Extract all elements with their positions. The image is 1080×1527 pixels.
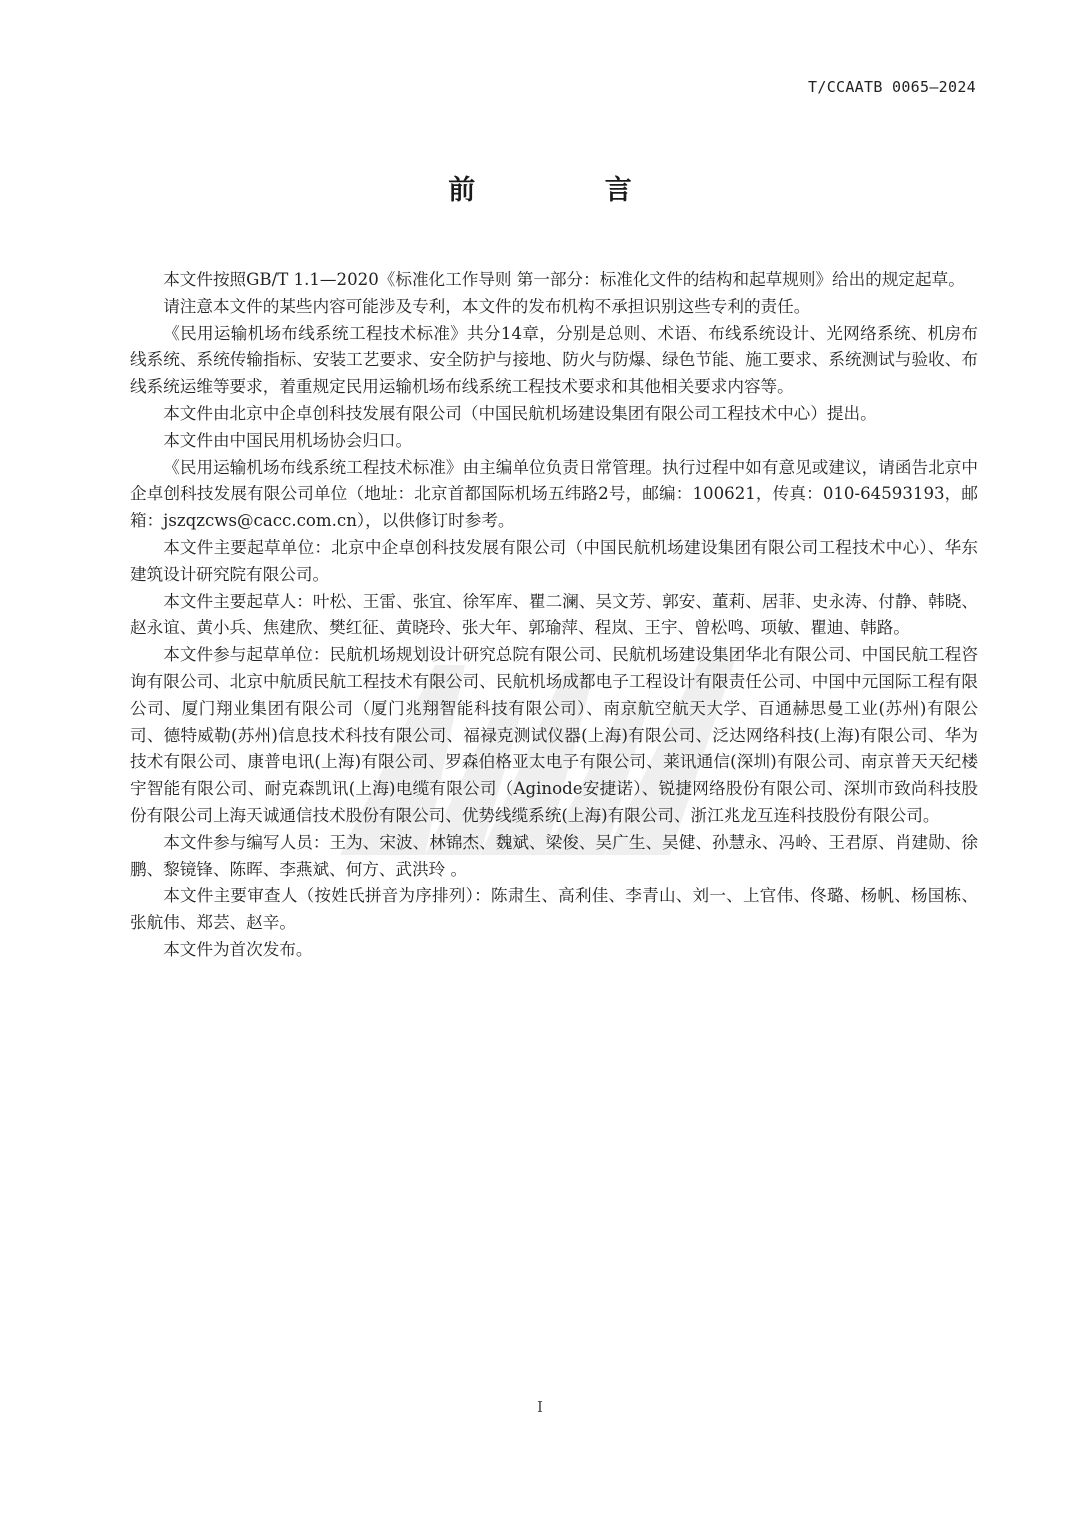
paragraph-proposer: 本文件由北京中企卓创科技发展有限公司（中国民航机场建设集团有限公司工程技术中心）提出。 <box>163 403 877 423</box>
paragraph-participating-units: 本文件参与起草单位：民航机场规划设计研究总院有限公司、民航机场建设集团华北有限公司、中国民航工程咨询有限公司、北京中航质民航工程技术有限公司、民航机场成都电子工程设计有限责任公司、中国中元国际工程有限公司、厦门翔业集团有限公司（厦门兆翔智能科技有限公司）、南京航空航天大学、百通赫思曼工业(苏州)有限公司、德特威勒(苏州)信息技术科技有限公司、福禄克测试仪器(上海)有限公司、泛达网络科技(上海)有限公司、华为技术有限公司、康普电讯(上海)有限公司、罗森伯格亚太电子有限公司、莱讯通信(深圳)有限公司、南京普天天纪楼宇智能有限公司、耐克森凯讯(上海)电缆有限公司（Aginode安捷诺）、锐捷网络股份有限公司、深圳市致尚科技股份有限公司上海天诚通信技术股份有限公司、优势线缆系统(上海)有限公司、浙江兆龙互连科技股份有限公司。 <box>130 645 978 825</box>
page-number: I <box>537 1398 543 1416</box>
paragraph-main-drafting-units: 本文件主要起草单位：北京中企卓创科技发展有限公司（中国民航机场建设集团有限公司工程技术中心）、华东建筑设计研究院有限公司。 <box>130 537 978 584</box>
paragraph-drafting-rules: 本文件按照GB/T 1.1—2020《标准化工作导则 第一部分：标准化文件的结构和起草规则》给出的规定起草。 <box>163 270 965 289</box>
paragraph-chapter-summary: 《民用运输机场布线系统工程技术标准》共分14章，分别是总则、术语、布线系统设计、光网络系统、机房布线系统、系统传输指标、安装工艺要求、安全防护与接地、防火与防爆、绿色节能、施工要求、系统测试与验收、布线系统运维等要求，着重规定民用运输机场布线系统工程技术要求和其他相关要求内容等。 <box>130 323 978 397</box>
page-title: 前 言 <box>448 175 692 206</box>
paragraph-administration: 本文件由中国民用机场协会归口。 <box>163 430 413 450</box>
foreword-body <box>130 267 978 964</box>
standard-code: T/CCAATB 0065—2024 <box>808 78 976 96</box>
paragraph-first-release: 本文件为首次发布。 <box>163 939 313 959</box>
paragraph-main-drafters: 本文件主要起草人：叶松、王雷、张宜、徐军库、瞿二澜、吴文芳、郭安、董莉、居菲、史永涛、付静、韩晓、赵永谊、黄小兵、焦建欣、樊红征、黄晓玲、张大年、郭瑜萍、程岚、王宇、曾松鸣、项敏、瞿迪、韩路。 <box>130 591 978 638</box>
paragraph-participating-writers: 本文件参与编写人员：王为、宋波、林锦杰、魏斌、梁俊、吴广生、吴健、孙慧永、冯岭、王君原、肖建勋、徐鹏、黎镜锋、陈晖、李燕斌、何方、武洪玲 。 <box>130 832 978 879</box>
paragraph-contact: 《民用运输机场布线系统工程技术标准》由主编单位负责日常管理。执行过程中如有意见或建议，请函告北京中企卓创科技发展有限公司单位（地址：北京首都国际机场五纬路2号，邮编：100621，传真：010-64593193，邮箱：jszqzcws@cacc.com.cn），以供修订时参考。 <box>130 457 978 531</box>
paragraph-reviewers: 本文件主要审查人（按姓氏拼音为序排列）：陈肃生、高利佳、李青山、刘一、上官伟、佟璐、杨帆、杨国栋、张航伟、郑芸、赵辛。 <box>130 886 978 933</box>
paragraph-patent-notice: 请注意本文件的某些内容可能涉及专利，本文件的发布机构不承担识别这些专利的责任。 <box>163 296 811 316</box>
